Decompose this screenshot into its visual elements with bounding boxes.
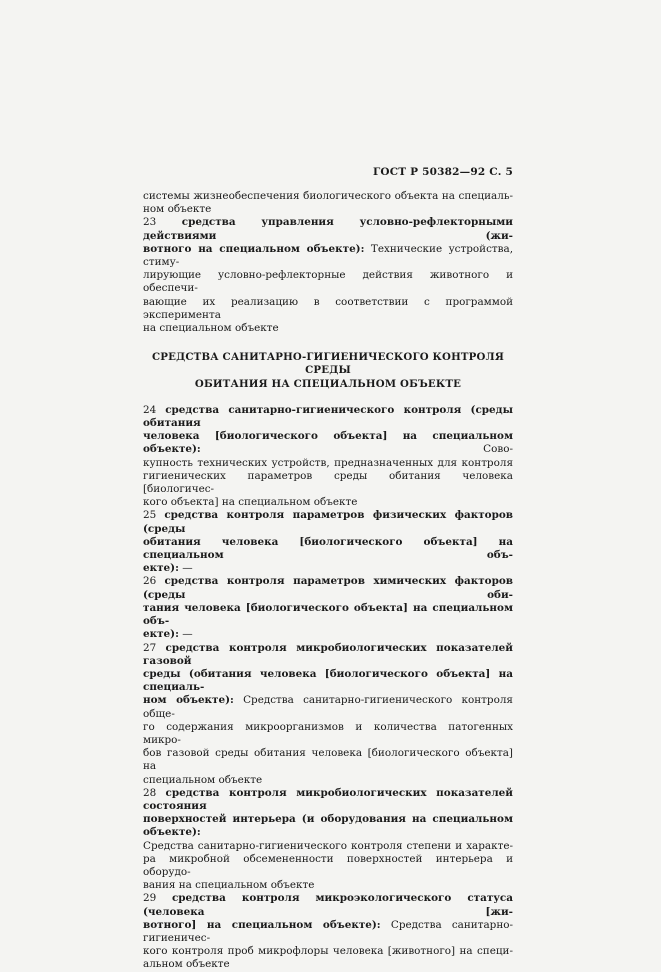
definition-term: тания человека [биологического объекта] на специальном объ- xyxy=(143,601,513,628)
text-line: альном объекте xyxy=(143,958,230,971)
text-line: ра микробной обсемененности поверхностей интерьера и оборудо- xyxy=(143,852,513,878)
definition-term: поверхностей интерьера (и оборудования на специальном объекте): xyxy=(143,813,513,839)
definition-26 xyxy=(143,575,513,641)
definition-term: средства управления условно-рефлекторными действиями (жи- xyxy=(143,216,514,242)
definition-number: 24 xyxy=(143,403,157,416)
page-header: ГОСТ Р 50382—92 С. 5 xyxy=(372,166,513,178)
definition-term-line xyxy=(143,404,513,430)
text-line: кого объекта] на специальном объекте xyxy=(143,496,358,509)
definition-25 xyxy=(143,509,513,575)
definition-term-line xyxy=(143,628,513,641)
definition-term-line xyxy=(143,562,513,575)
definition-number: 29 xyxy=(143,892,157,905)
definition-text: — xyxy=(182,562,193,575)
definition-text: Средства санитарно-гигиенического контроля обще- xyxy=(143,694,513,720)
definition-27 xyxy=(143,642,513,787)
definition-term-line xyxy=(143,892,513,918)
text-line: купность технических устройств, предназначенных для контроля xyxy=(143,456,513,469)
definition-text: Технические устройства, стиму- xyxy=(143,242,513,269)
definition-term-line xyxy=(143,668,513,694)
text-line: бов газовой среды обитания человека [биологического объекта] на xyxy=(143,747,513,773)
definition-term-line xyxy=(143,602,513,628)
definition-term-line xyxy=(143,430,513,456)
definition-term-line xyxy=(143,787,513,813)
definition-term-line xyxy=(143,694,513,720)
text-line: ном объекте xyxy=(143,203,212,216)
text-line: на специальном объекте xyxy=(143,322,279,335)
definition-term: среды (обитания человека [биологического объекта] на специаль- xyxy=(143,667,513,694)
text-line: гигиенических параметров среды обитания человека [биологичес- xyxy=(143,469,513,496)
definition-number: 27 xyxy=(143,641,157,654)
text-line: системы жизнеобеспечения биологического объекта на специаль- xyxy=(143,190,513,202)
definition-term: вотного] на специальном объекте): xyxy=(143,918,381,931)
definition-term: средства контроля микробиологических показателей газовой xyxy=(143,641,513,667)
section-heading-line: ОБИТАНИЯ НА СПЕЦИАЛЬНОМ ОБЪЕКТЕ xyxy=(194,377,462,390)
definition-term-line xyxy=(143,813,513,839)
definition-term: вотного на специальном объекте): xyxy=(143,242,365,255)
definition-term-line xyxy=(143,919,513,945)
definition-term: средства контроля микробиологических показателей состояния xyxy=(143,786,513,812)
definition-24 xyxy=(143,404,513,510)
document-body xyxy=(143,190,513,972)
definition-term-line xyxy=(143,575,513,601)
definition-term: обитания человека [биологического объекта] на специальном объ- xyxy=(143,535,513,562)
text-line: кого контроля проб микрофлоры человека [животного] на специ- xyxy=(143,945,513,958)
definition-term: ном объекте): xyxy=(143,694,234,707)
definition-number: 28 xyxy=(143,786,157,799)
definition-term: человека [биологического объекта] на специальном объекте): xyxy=(143,430,513,456)
definition-term-line xyxy=(143,536,513,562)
continuation-paragraph xyxy=(143,190,513,216)
text-line: Средства санитарно-гигиенического контроля степени и характе- xyxy=(143,839,513,852)
definition-number: 23 xyxy=(143,216,157,229)
section-heading xyxy=(143,351,513,391)
definition-term: средства санитарно-гигиенического контроля (среды обитания xyxy=(143,403,513,430)
definition-term-line xyxy=(143,243,513,269)
definition-term-line xyxy=(143,642,513,668)
text-line: лирующие условно-рефлекторные действия животного и обеспечи- xyxy=(143,269,513,295)
definition-term: средства контроля микроэкологического статуса (человека [жи- xyxy=(143,892,513,918)
text-line: го содержания микроорганизмов и количества патогенных микро- xyxy=(143,720,513,746)
definition-term: екте): xyxy=(143,628,179,641)
definition-23 xyxy=(143,216,513,335)
text-line: вания на специальном объекте xyxy=(143,879,315,892)
definition-text: Средства санитарно-гигиеничес- xyxy=(143,918,514,944)
definition-term: екте): xyxy=(143,562,179,575)
definition-number: 26 xyxy=(143,575,157,588)
definition-term: средства контроля параметров химических факторов (среды оби- xyxy=(143,575,513,601)
text-line: специальном объекте xyxy=(143,773,263,786)
definition-term: средства контроля параметров физических факторов (среды xyxy=(143,509,513,535)
definition-term-line xyxy=(143,509,513,535)
section-heading-line: СРЕДСТВА САНИТАРНО-ГИГИЕНИЧЕСКОГО КОНТРОЛЯ СРЕДЫ xyxy=(151,351,505,377)
definition-term-line xyxy=(143,216,513,242)
text-line: вающие их реализацию в соответствии с программой эксперимента xyxy=(143,295,513,321)
definition-text: Сово- xyxy=(483,443,513,456)
definition-28 xyxy=(143,787,513,893)
definition-text: — xyxy=(182,628,193,641)
definition-number: 25 xyxy=(143,509,157,522)
definition-29 xyxy=(143,892,513,971)
